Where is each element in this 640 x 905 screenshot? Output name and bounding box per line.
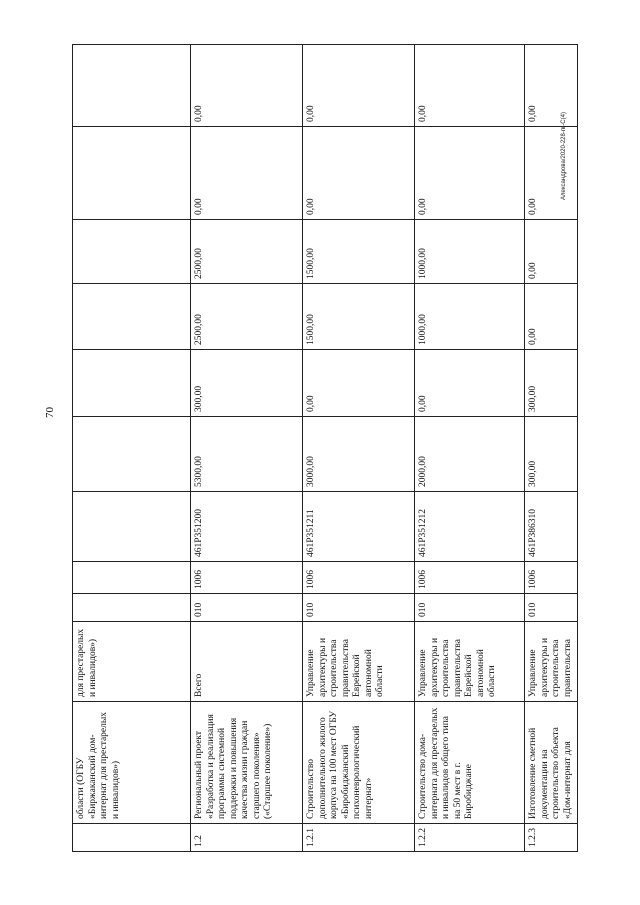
total-amount-cell: 2000,00 [415, 417, 525, 492]
year-1-amount-cell: 0,00 [415, 350, 525, 417]
year-3-amount-cell: 2500,00 [191, 220, 303, 284]
year-1-amount-cell: 300,00 [525, 350, 578, 417]
event-name-cell: Региональный проект «Разработка и реализация программы системной поддержки и повышения качества жизни граждан старшего поколения» («Старшее поколение») [191, 702, 303, 824]
year-3-amount-cell [73, 220, 191, 284]
year-3-amount-cell: 0,00 [525, 220, 578, 284]
year-3-amount-cell: 1000,00 [415, 220, 525, 284]
year-4-amount-cell [73, 127, 191, 220]
event-name-cell: Строительство дома-интерната для престарелых и инвалидов общего типа на 50 мест в г. Биробиджане [415, 702, 525, 824]
target-article-cell: 461Р386310 [525, 492, 578, 562]
section-code-cell [73, 562, 191, 594]
row-number-cell: 1.2.2 [415, 824, 525, 852]
footer-code: Александрова/2020-228-пг-С(4) [561, 112, 567, 200]
year-5-amount-cell: 0,00 [415, 45, 525, 127]
grbs-code-cell: 010 [415, 594, 525, 622]
year-2-amount-cell: 2500,00 [191, 284, 303, 350]
year-4-amount-cell: 0,00 [415, 127, 525, 220]
row-number-cell: 1.2 [191, 824, 303, 852]
year-2-amount-cell: 1000,00 [415, 284, 525, 350]
budget-table [72, 44, 578, 852]
section-code-cell: 1006 [303, 562, 415, 594]
section-code-cell: 1006 [191, 562, 303, 594]
page-number: 70 [44, 407, 56, 418]
year-3-amount-cell: 1500,00 [303, 220, 415, 284]
grbs-code-cell [73, 594, 191, 622]
year-5-amount-cell: 0,00 [191, 45, 303, 127]
grbs-code-cell: 010 [303, 594, 415, 622]
section-code-cell: 1006 [525, 562, 578, 594]
year-4-amount-cell: 0,00 [191, 127, 303, 220]
year-4-amount-cell: 0,00 [525, 127, 578, 220]
table-row [415, 45, 525, 852]
target-article-cell: 461Р351212 [415, 492, 525, 562]
year-1-amount-cell: 0,00 [303, 350, 415, 417]
table-row [303, 45, 415, 852]
year-5-amount-cell: 0,00 [525, 45, 578, 127]
year-1-amount-cell [73, 350, 191, 417]
year-2-amount-cell [73, 284, 191, 350]
target-article-cell: 461Р351200 [191, 492, 303, 562]
row-number-cell: 1.2.1 [303, 824, 415, 852]
executor-cell: Управление архитектуры и строительства правительства Еврейской автономной области [303, 622, 415, 702]
executor-cell: для престарелых и инвалидов») [73, 622, 191, 702]
executor-cell: Управление архитектуры и строительства правительства Еврейской автономной области [415, 622, 525, 702]
row-number-cell [73, 824, 191, 852]
total-amount-cell: 300,00 [525, 417, 578, 492]
row-number-cell: 1.2.3 [525, 824, 578, 852]
year-2-amount-cell: 0,00 [525, 284, 578, 350]
table-row [73, 45, 191, 852]
executor-cell: Управление архитектуры и строительства правительства [525, 622, 578, 702]
target-article-cell: 461Р351211 [303, 492, 415, 562]
year-5-amount-cell: 0,00 [303, 45, 415, 127]
total-amount-cell: 3000,00 [303, 417, 415, 492]
table-body [73, 45, 578, 852]
year-5-amount-cell [73, 45, 191, 127]
target-article-cell [73, 492, 191, 562]
table-row [191, 45, 303, 852]
executor-cell: Всего [191, 622, 303, 702]
year-4-amount-cell: 0,00 [303, 127, 415, 220]
year-1-amount-cell: 300,00 [191, 350, 303, 417]
table-row [525, 45, 578, 852]
total-amount-cell [73, 417, 191, 492]
section-code-cell: 1006 [415, 562, 525, 594]
grbs-code-cell: 010 [525, 594, 578, 622]
event-name-cell: области (ОГБУ «Биржаканский дом-интернат для престарелых и инвалидов») [73, 702, 191, 824]
total-amount-cell: 5300,00 [191, 417, 303, 492]
grbs-code-cell: 010 [191, 594, 303, 622]
event-name-cell: Изготовление сметной документации на строительство объекта «Дом-интернат для [525, 702, 578, 824]
event-name-cell: Строительство дополнительного жилого корпуса на 100 мест ОГБУ «Биробиджанский психоневрологический интернат» [303, 702, 415, 824]
year-2-amount-cell: 1500,00 [303, 284, 415, 350]
